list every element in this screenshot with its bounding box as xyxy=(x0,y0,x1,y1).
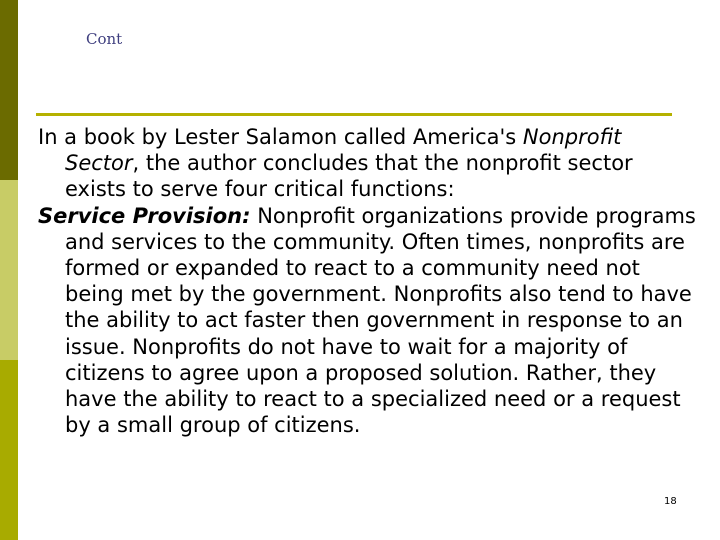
service-provision-text: Nonprofit organizations provide programs and services to the community. Often times, nonprofits are formed or expanded to react to a community need not being met by the government. Nonprofits also tend to have the ability to act faster then government in response to an issue. Nonprofits do not have to wait for a majority of citizens to agree upon a proposed solution. Rather, they have the ability to react to a specialized need or a request by a small group of citizens. xyxy=(65,203,696,438)
service-provision-paragraph xyxy=(38,203,698,439)
page-number: 18 xyxy=(664,496,677,507)
decorative-side-bar xyxy=(0,0,18,540)
intro-paragraph xyxy=(38,124,698,203)
service-provision-heading: Service Provision: xyxy=(38,203,251,228)
slide-body xyxy=(38,124,698,438)
side-bar-top-segment xyxy=(0,0,18,180)
intro-text-part1: In a book by Lester Salamon called America's xyxy=(38,125,523,149)
slide-title: Cont xyxy=(86,30,123,48)
intro-text-part2: , the author concludes that the nonprofit sector exists to serve four critical functions: xyxy=(65,151,633,202)
title-divider xyxy=(36,113,672,116)
book-title: Nonprofit Sector xyxy=(65,125,622,176)
side-bar-middle-segment xyxy=(0,180,18,360)
side-bar-bottom-segment xyxy=(0,360,18,540)
